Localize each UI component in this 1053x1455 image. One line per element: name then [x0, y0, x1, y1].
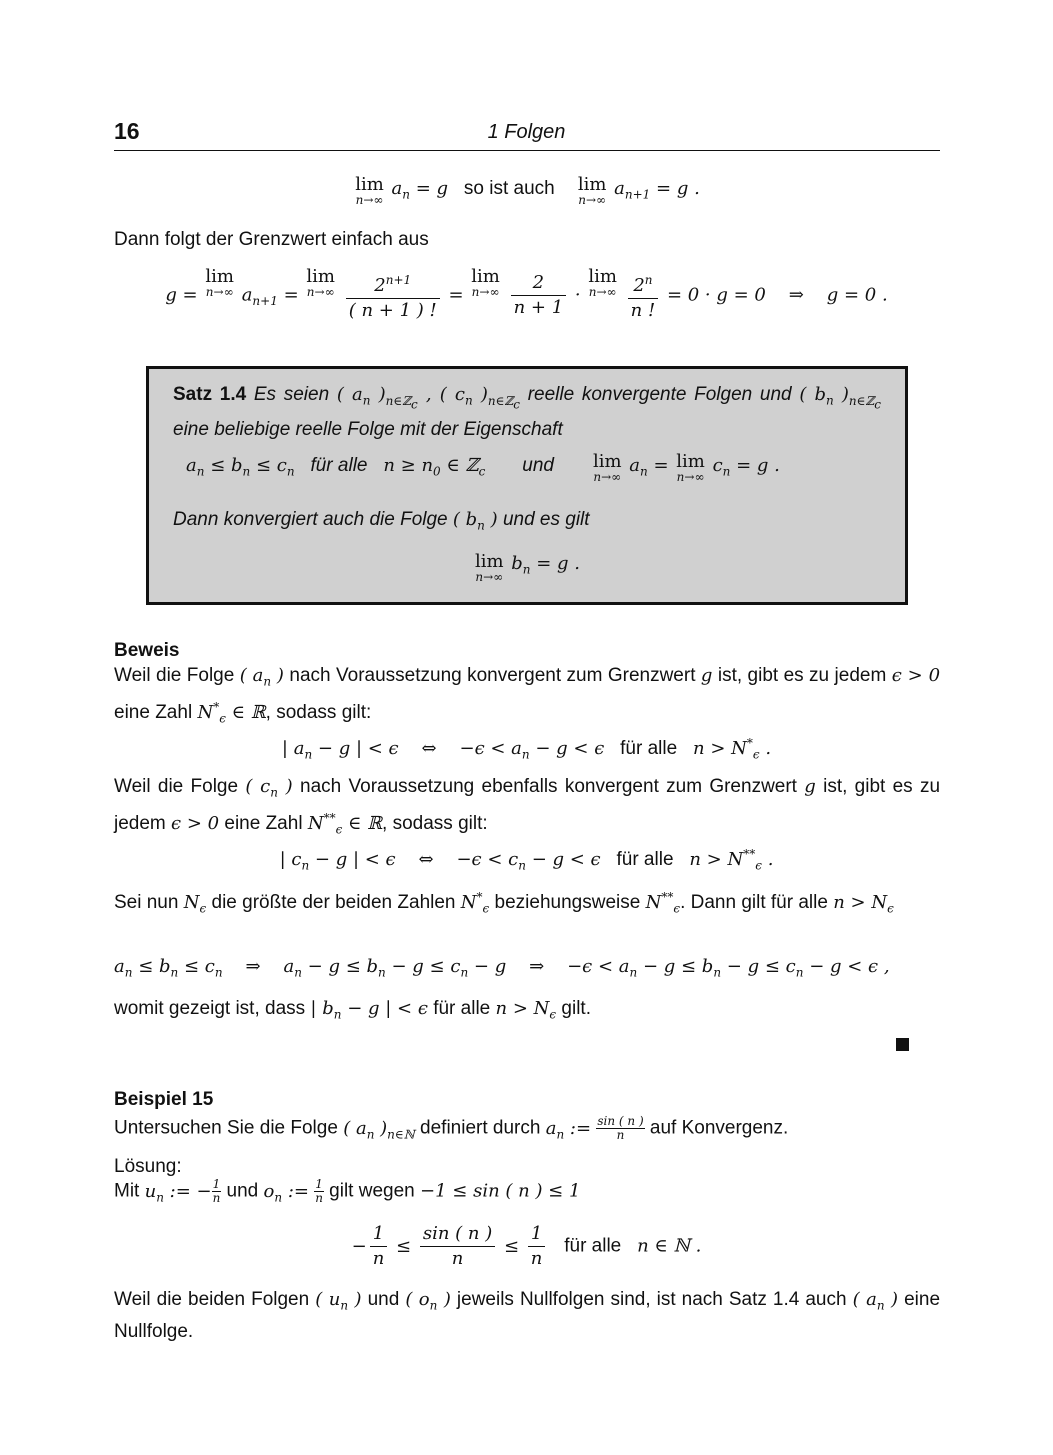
equation-proof-c: | $c_n - g$ | < ϵ ⇔ $-\epsilon < c_n - g < \epsilon$ für alle $n > N^{**}_\epsilon$ . — [279, 847, 774, 873]
theorem-result: lim n→∞ $b_n = g$ . — [474, 551, 581, 584]
theorem-conclusion: Dann konvergiert auch die Folge ( $b_n$ ) und es gilt — [173, 509, 590, 533]
proof-paragraph-3: Sei nun $N_\epsilon$ die größte der beiden Zahlen $N^*_\epsilon$ beziehungsweise $N^{**}_\epsilon$. Dann gilt für alle $n > N_\epsilon$ — [114, 890, 894, 916]
equation-sine-bound: − $\frac{1}{n}$ ≤ $\frac{\sin ( n )}{n}$ ≤ $\frac{1}{n}$ für alle n ∈ ℕ . — [351, 1223, 702, 1269]
example-conclusion: Weil die beiden Folgen ( $u_n$ ) und ( $o_n$ ) jeweils Nullfolgen sind, ist nach Satz 1.4 auch ( $a_n$ ) eine Nullfolge. — [114, 1289, 941, 1342]
qed-square-icon — [896, 1038, 909, 1051]
running-header: 1 Folgen — [487, 121, 566, 143]
theorem-text: reelle konvergente Folgen und — [527, 384, 792, 405]
header-rule — [114, 150, 940, 151]
example-solution-label: Lösung: — [114, 1156, 182, 1177]
equation-proof-chain: $a_n \le b_n \le c_n$ ⇒ $a_n - g \le b_n - g \le c_n - g$ ⇒ $-\epsilon < a_n - g \le b_n - g \le c_n - g < \epsilon$ , — [114, 956, 890, 980]
theorem-text: eine beliebige reelle Folge mit der Eigenschaft — [173, 418, 563, 440]
theorem-label: Satz 1.4 — [173, 384, 247, 405]
example-heading: Beispiel 15 — [114, 1089, 214, 1110]
equation-limit-computation: g = lim n→∞ $a_{n+1}$ = lim n→∞ $\frac{2^{n+1}}{( n + 1 ) !}$ = lim n→∞ $\frac{2}{n + 1}$ · lim n→∞ $\frac{2^n}{n !}$ = 0 · g = 0 ⇒ g = 0 . — [165, 266, 888, 321]
proof-paragraph-4: womit gezeigt ist, dass | $b_n - g$ | < ϵ für alle $n > N_\epsilon$ gilt. — [114, 998, 591, 1022]
paragraph-intro: Dann folgt der Grenzwert einfach aus — [114, 229, 429, 250]
proof-paragraph-2: Weil die Folge ( $c_n$ ) nach Voraussetzung ebenfalls konvergent zum Grenzwert g ist, gibt es zu jedem ϵ > 0 eine Zahl $N^{**}_\epsilon$ ∈ ℝ, sodass gilt: — [114, 776, 941, 837]
example-task: Untersuchen Sie die Folge ( $a_n$ )$_{n\in ℕ}$ definiert durch $a_n$ := $\frac{\sin ( n )}{n}$ auf Konvergenz. — [114, 1114, 789, 1142]
text-so-ist-auch: so ist auch — [463, 178, 555, 199]
proof-heading: Beweis — [114, 640, 180, 661]
example-solution-line: Mit $u_n$ := − $\frac{1}{n}$ und $o_n$ := $\frac{1}{n}$ gilt wegen −1 ≤ sin ( n ) ≤ 1 — [114, 1177, 581, 1205]
theorem-text: und — [522, 455, 554, 476]
proof-paragraph-1: Weil die Folge ( $a_n$ ) nach Voraussetzung konvergent zum Grenzwert g ist, gibt es zu jedem ϵ > 0 eine Zahl $N^*_\epsilon$ ∈ ℝ, sodass gilt: — [114, 665, 941, 726]
theorem-statement: Satz 1.4 Es seien ( $a_n$ )$_{n\in ℤ_c}$ , ( $c_n$ )$_{n\in ℤ_c}$ reelle konvergente Folgen und ( $b_n$ )$_{n\in ℤ_c}$ eine beliebige reelle Folge mit der Eigenschaft — [173, 384, 882, 440]
theorem-condition: $a_n \le b_n \le c_n$ für alle $n \ge n_0$ ∈ ℤ$_c$ und lim n→∞ $a_n$ = lim n→∞ $c_n = g$ . — [186, 451, 780, 484]
theorem-text: Es seien — [253, 384, 330, 405]
equation-limit-shift: lim n→∞ $a_n = g$ so ist auch lim n→∞ $a_{n+1} = g$ . — [355, 174, 700, 207]
theorem-text: für alle — [310, 455, 368, 476]
theorem-text: und es gilt — [502, 509, 590, 530]
equation-proof-a: | $a_n - g$ | < ϵ ⇔ $-\epsilon < a_n - g < \epsilon$ für alle $n > N^*_\epsilon$ . — [281, 736, 772, 762]
page-number: 16 — [114, 118, 140, 144]
theorem-text: Dann konvergiert auch die Folge — [173, 509, 448, 530]
